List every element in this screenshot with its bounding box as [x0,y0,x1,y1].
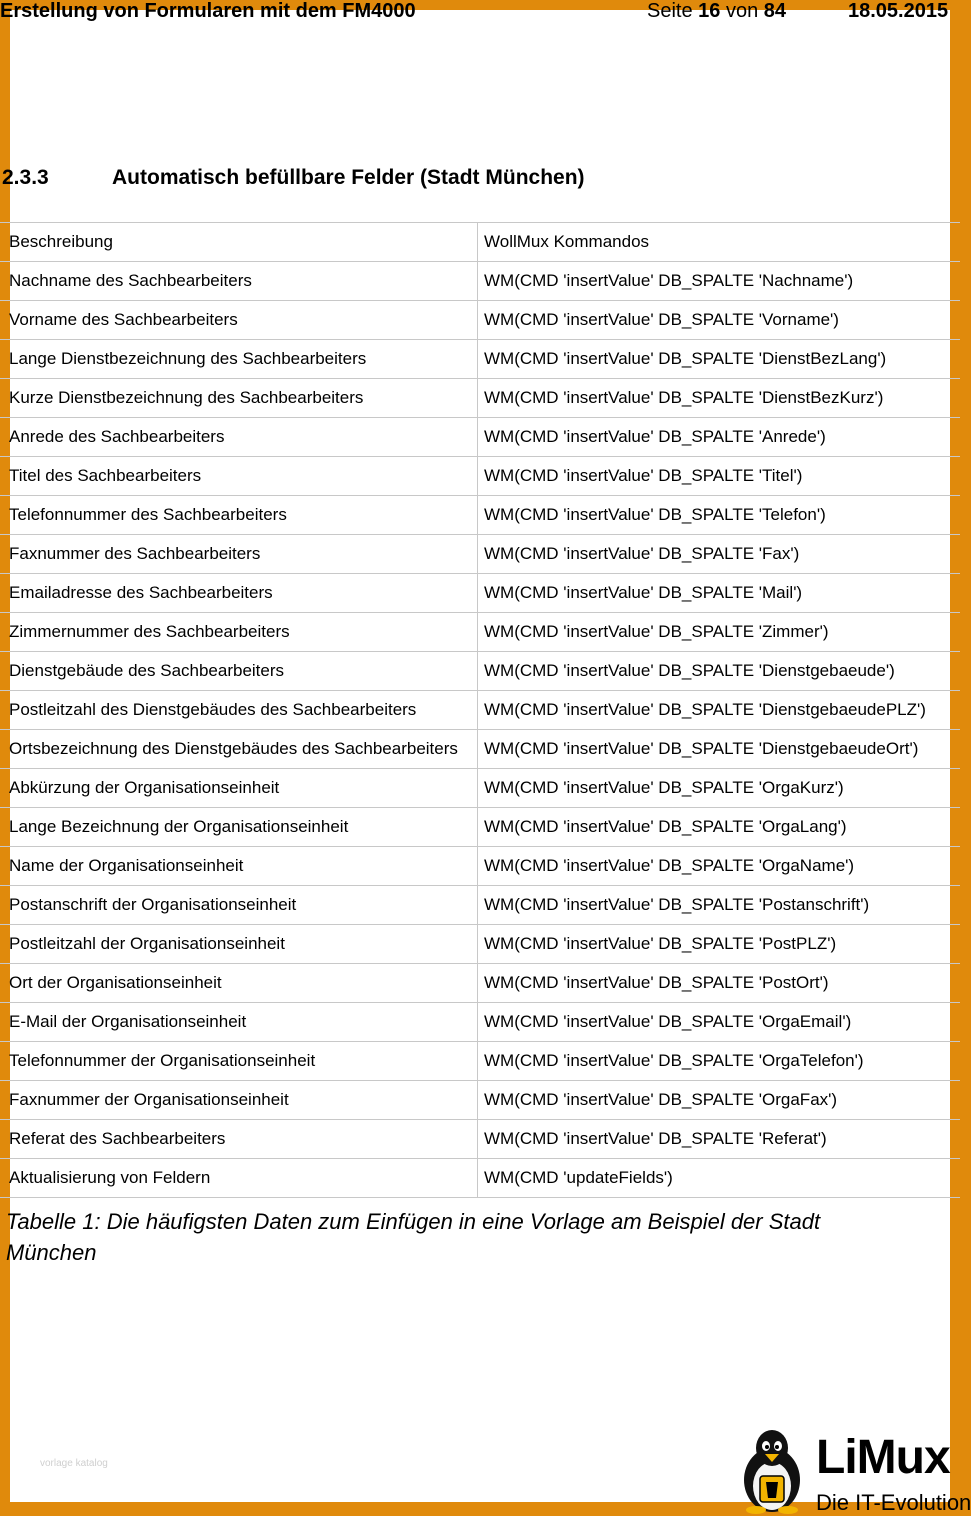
page-total: 84 [763,0,787,22]
command-cell: WM(CMD 'insertValue' DB_SPALTE 'PostPLZ') [478,925,961,964]
command-cell: WM(CMD 'insertValue' DB_SPALTE 'DienstBezLang') [478,340,961,379]
description-cell: Postleitzahl der Organisationseinheit [0,925,478,964]
description-cell: Telefonnummer des Sachbearbeiters [0,496,478,535]
command-cell: WM(CMD 'insertValue' DB_SPALTE 'Dienstgebaeude') [478,652,961,691]
table-row [0,496,960,535]
table-row [0,925,960,964]
command-cell: WM(CMD 'insertValue' DB_SPALTE 'Mail') [478,574,961,613]
description-cell: Titel des Sachbearbeiters [0,457,478,496]
description-cell: Faxnummer des Sachbearbeiters [0,535,478,574]
description-cell: Kurze Dienstbezeichnung des Sachbearbeiters [0,379,478,418]
document-date: 18.05.2015 [848,0,949,22]
command-cell: WM(CMD 'insertValue' DB_SPALTE 'Nachname') [478,262,961,301]
description-cell: Aktualisierung von Feldern [0,1159,478,1198]
table-row [0,379,960,418]
description-cell: Postleitzahl des Dienstgebäudes des Sachbearbeiters [0,691,478,730]
description-cell: Lange Dienstbezeichnung des Sachbearbeiters [0,340,478,379]
command-cell: WM(CMD 'insertValue' DB_SPALTE 'Titel') [478,457,961,496]
table-row [0,262,960,301]
table-row [0,613,960,652]
command-cell: WM(CMD 'insertValue' DB_SPALTE 'Vorname') [478,301,961,340]
description-cell: Vorname des Sachbearbeiters [0,301,478,340]
table-row [0,1159,960,1198]
command-cell: WM(CMD 'insertValue' DB_SPALTE 'OrgaEmail') [478,1003,961,1042]
command-cell: WM(CMD 'insertValue' DB_SPALTE 'Postanschrift') [478,886,961,925]
command-cell: WM(CMD 'insertValue' DB_SPALTE 'Referat') [478,1120,961,1159]
page-indicator [647,0,786,23]
command-cell: WM(CMD 'insertValue' DB_SPALTE 'DienstgebaeudeOrt') [478,730,961,769]
page-number: 16 [698,0,721,22]
command-cell: WM(CMD 'updateFields') [478,1159,961,1198]
table-row [0,301,960,340]
page-of-label: von [725,0,759,22]
table-row [0,1003,960,1042]
column-header-beschreibung: Beschreibung [0,223,478,262]
table-row [0,730,960,769]
command-cell: WM(CMD 'insertValue' DB_SPALTE 'Telefon') [478,496,961,535]
description-cell: Abkürzung der Organisationseinheit [0,769,478,808]
description-cell: Nachname des Sachbearbeiters [0,262,478,301]
command-cell: WM(CMD 'insertValue' DB_SPALTE 'OrgaName') [478,847,961,886]
logo-tagline: Die IT-Evolution [816,1490,971,1515]
logo-brand: LiMux [816,1431,950,1484]
column-header-kommandos: WollMux Kommandos [478,223,961,262]
description-cell: Dienstgebäude des Sachbearbeiters [0,652,478,691]
tux-penguin-icon [732,1426,812,1514]
table-caption: Tabelle 1: Die häufigsten Daten zum Einfügen in eine Vorlage am Beispiel der Stadt München [6,1209,821,1265]
table-row [0,457,960,496]
limux-logo [732,1426,971,1516]
table-row [0,691,960,730]
table-row [0,418,960,457]
description-cell: Telefonnummer der Organisationseinheit [0,1042,478,1081]
description-cell: Lange Bezeichnung der Organisationseinheit [0,808,478,847]
page-header [0,0,960,28]
table-row [0,808,960,847]
table-row [0,886,960,925]
description-cell: E-Mail der Organisationseinheit [0,1003,478,1042]
table-row [0,1042,960,1081]
description-cell: Referat des Sachbearbeiters [0,1120,478,1159]
description-cell: Faxnummer der Organisationseinheit [0,1081,478,1120]
table-row [0,1120,960,1159]
command-cell: WM(CMD 'insertValue' DB_SPALTE 'Fax') [478,535,961,574]
table-row [0,964,960,1003]
table-row [0,847,960,886]
command-cell: WM(CMD 'insertValue' DB_SPALTE 'DienstBezKurz') [478,379,961,418]
table-row [0,769,960,808]
command-cell: WM(CMD 'insertValue' DB_SPALTE 'PostOrt') [478,964,961,1003]
description-cell: Ortsbezeichnung des Dienstgebäudes des Sachbearbeiters [0,730,478,769]
wollmux-commands-table [0,222,960,1198]
page-label: Seite [647,0,693,22]
description-cell: Zimmernummer des Sachbearbeiters [0,613,478,652]
command-cell: WM(CMD 'insertValue' DB_SPALTE 'Zimmer') [478,613,961,652]
table-row [0,652,960,691]
description-cell: Emailadresse des Sachbearbeiters [0,574,478,613]
command-cell: WM(CMD 'insertValue' DB_SPALTE 'OrgaTelefon') [478,1042,961,1081]
command-cell: WM(CMD 'insertValue' DB_SPALTE 'OrgaLang') [478,808,961,847]
section-title: Automatisch befüllbare Felder (Stadt München) [112,166,585,189]
command-cell: WM(CMD 'insertValue' DB_SPALTE 'OrgaFax') [478,1081,961,1120]
description-cell: Anrede des Sachbearbeiters [0,418,478,457]
command-cell: WM(CMD 'insertValue' DB_SPALTE 'DienstgebaeudePLZ') [478,691,961,730]
description-cell: Postanschrift der Organisationseinheit [0,886,478,925]
description-cell: Ort der Organisationseinheit [0,964,478,1003]
section-number: 2.3.3 [2,166,49,189]
table-row [0,535,960,574]
table-header-row [0,223,960,262]
description-cell: Name der Organisationseinheit [0,847,478,886]
table-row [0,1081,960,1120]
table-row [0,574,960,613]
command-cell: WM(CMD 'insertValue' DB_SPALTE 'OrgaKurz') [478,769,961,808]
document-title: Erstellung von Formularen mit dem FM4000 [0,0,416,22]
watermark-text: vorlage katalog [40,1458,108,1469]
table-row [0,340,960,379]
command-cell: WM(CMD 'insertValue' DB_SPALTE 'Anrede') [478,418,961,457]
